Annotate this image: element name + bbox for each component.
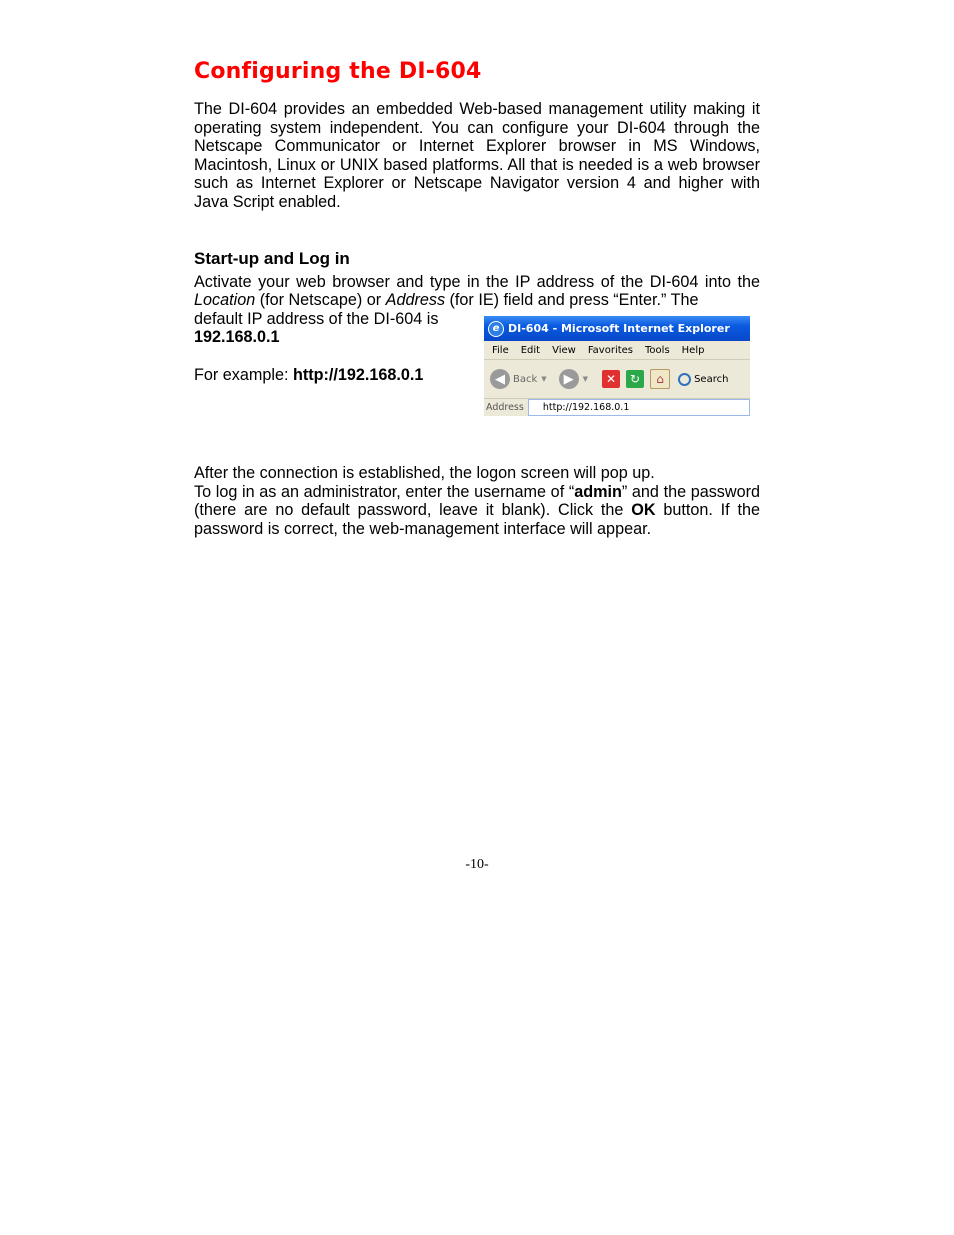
startup-paragraph xyxy=(194,273,760,310)
example-line xyxy=(194,366,470,385)
refresh-icon[interactable]: ↻ xyxy=(626,370,644,388)
startup-text-a: Activate your web browser and type in the IP address of the DI-604 into the xyxy=(194,272,760,291)
page-title: Configuring the DI-604 xyxy=(194,59,482,84)
home-icon[interactable]: ⌂ xyxy=(650,369,670,389)
menu-view[interactable]: View xyxy=(552,344,576,356)
back-arrow-icon[interactable]: ◀ xyxy=(490,369,510,389)
menu-file[interactable]: File xyxy=(492,344,509,356)
default-ip-value: 192.168.0.1 xyxy=(194,328,280,347)
ok-term: OK xyxy=(631,501,656,520)
address-input[interactable]: http://192.168.0.1 xyxy=(528,399,750,416)
search-label: Search xyxy=(694,373,729,385)
example-url: http://192.168.0.1 xyxy=(292,365,424,384)
admin-term: admin xyxy=(574,482,622,501)
menu-help[interactable]: Help xyxy=(681,344,705,356)
login-text-c: button. If the password is correct, the web-management interface will appear. xyxy=(194,501,760,538)
startup-text-c: (for IE) field and press “Enter.” The xyxy=(445,291,699,310)
login-text-a: To log in as an administrator, enter the username of “ xyxy=(194,482,575,501)
login-paragraph xyxy=(194,483,760,539)
login-text-b: ” and the password (there are no default password, leave it blank). Click the xyxy=(194,482,760,520)
stop-icon[interactable]: ✕ xyxy=(602,370,620,388)
browser-titlebar xyxy=(484,316,750,341)
forward-dropdown-icon[interactable]: ▼ xyxy=(582,375,589,383)
menu-edit[interactable]: Edit xyxy=(520,344,541,356)
address-label: Address xyxy=(486,402,524,413)
document-body xyxy=(194,56,760,539)
startup-text-b: (for Netscape) or xyxy=(255,291,386,310)
section-title: Start-up and Log in xyxy=(194,248,350,268)
address-term: Address xyxy=(385,291,446,310)
browser-menubar xyxy=(484,341,750,360)
after-connection-line: After the connection is established, the logon screen will pop up. xyxy=(194,464,655,483)
intro-paragraph: The DI-604 provides an embedded Web-based management utility making it operating system independent. You can configure your DI-604 through the Netscape Communicator or Internet Explorer browser in MS Windows, Macintosh, Linux or UNIX based platforms. All that is needed is a web browser such as Internet Explorer or Netscape Navigator version 4 and higher with Java Script enabled. xyxy=(194,100,760,211)
back-dropdown-icon[interactable]: ▼ xyxy=(541,375,547,383)
back-label[interactable]: Back xyxy=(513,373,538,385)
ie-logo-icon: e xyxy=(488,321,504,337)
page-number: -10- xyxy=(465,857,489,872)
ip-block xyxy=(194,310,470,384)
menu-favorites[interactable]: Favorites xyxy=(587,344,634,356)
search-button[interactable] xyxy=(678,373,728,386)
search-icon xyxy=(678,373,691,386)
menu-tools[interactable]: Tools xyxy=(645,344,670,356)
forward-arrow-icon[interactable]: ▶ xyxy=(559,369,579,389)
browser-title: DI-604 - Microsoft Internet Explorer xyxy=(508,322,730,335)
default-ip-text: default IP address of the DI-604 is xyxy=(194,309,439,328)
example-label: For example: xyxy=(194,365,293,384)
browser-screenshot xyxy=(484,316,750,415)
location-term: Location xyxy=(194,291,256,310)
address-bar xyxy=(484,399,750,416)
browser-toolbar xyxy=(484,360,750,399)
